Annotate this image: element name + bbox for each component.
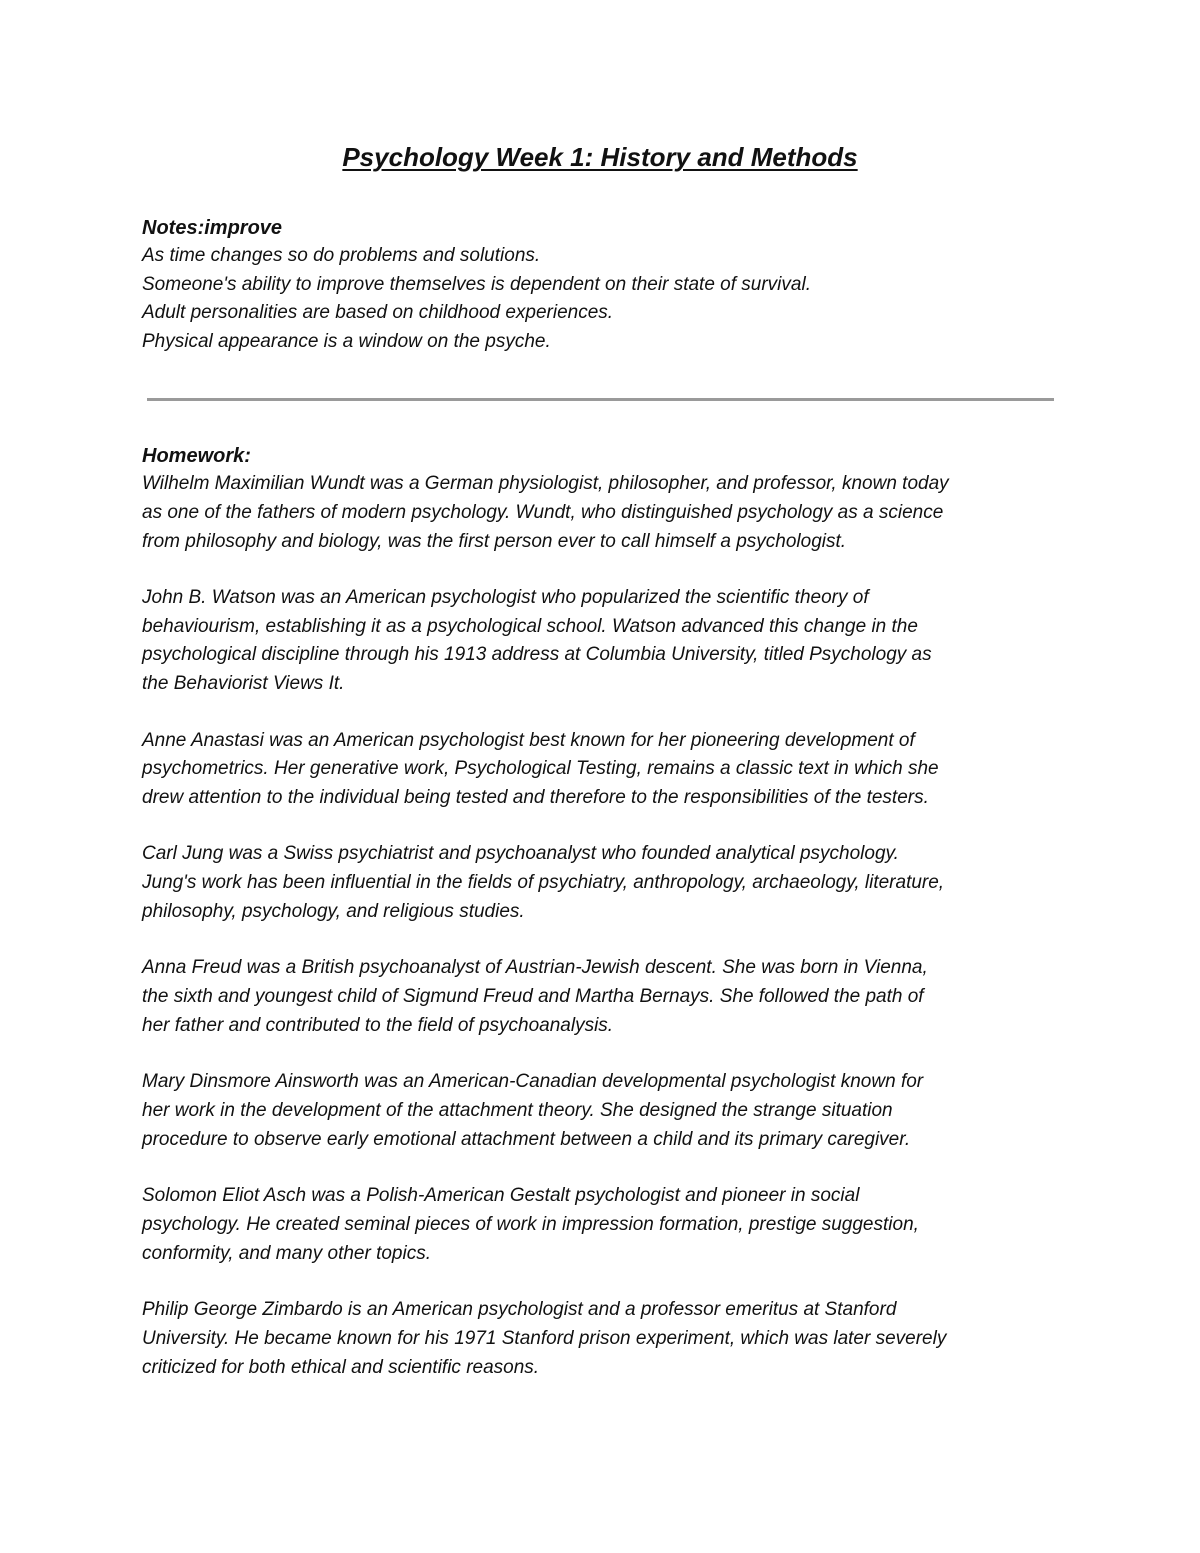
notes-label-word: improve [204,217,283,239]
paragraph-jung [142,840,1072,926]
notes-label [142,214,1072,242]
paragraph-line: psychometrics. Her generative work, Psychological Testing, remains a classic text in which she [142,758,939,780]
paragraph-anna-freud [142,954,1072,1040]
paragraph-line: psychological discipline through his 1913 address at Columbia University, titled Psychology as [142,644,932,666]
notes-line: Someone's ability to improve themselves is dependent on their state of survival. [142,273,811,295]
paragraph-line: Jung's work has been influential in the fields of psychiatry, anthropology, archaeology, literature, [142,872,945,894]
notes-section [142,214,1072,356]
paragraph-line: her work in the development of the attachment theory. She designed the strange situation [142,1100,893,1122]
paragraph-line: Philip George Zimbardo is an American psychologist and a professor emeritus at Stanford [142,1299,897,1321]
paragraph-asch [142,1182,1072,1268]
paragraph-line: Wilhelm Maximilian Wundt was a German physiologist, philosopher, and professor, known today [142,473,949,494]
notes-line: Adult personalities are based on childhood experiences. [142,302,614,323]
paragraph-ainsworth [142,1068,1072,1154]
paragraph-line: conformity, and many other topics. [142,1242,431,1264]
paragraph-line: Anna Freud was a British psychoanalyst of Austrian-Jewish descent. She was born in Vienna, [142,957,928,979]
paragraph-line: as one of the fathers of modern psychology. Wundt, who distinguished psychology as a science [142,501,944,523]
paragraph-anastasi [142,727,1072,813]
notes-line: Physical appearance is a window on the psyche. [142,330,551,352]
paragraph-line: philosophy, psychology, and religious studies. [142,901,525,923]
page-title: Psychology Week 1: History and Methods [342,142,858,172]
homework-section [142,442,1072,1410]
paragraph-line: the Behaviorist Views It. [142,673,345,695]
section-divider [147,398,1054,401]
paragraph-line: procedure to observe early emotional attachment between a child and its primary caregiver. [142,1128,911,1150]
paragraph-line: psychology. He created seminal pieces of work in impression formation, prestige suggestion, [142,1213,919,1235]
paragraph-line: the sixth and youngest child of Sigmund Freud and Martha Bernays. She followed the path of [142,986,924,1008]
paragraph-wundt [142,470,1072,556]
paragraph-line: John B. Watson was an American psychologist who popularized the scientific theory of [142,586,869,608]
paragraph-zimbardo [142,1296,1072,1382]
paragraph-line: Carl Jung was a Swiss psychiatrist and psychoanalyst who founded analytical psychology. [142,843,899,865]
paragraph-line: from philosophy and biology, was the first person ever to call himself a psychologist. [142,530,847,552]
paragraph-line: her father and contributed to the field of psychoanalysis. [142,1014,614,1036]
homework-label: Homework: [142,445,251,467]
paragraph-line: criticized for both ethical and scientific reasons. [142,1356,540,1378]
notes-label-text: Notes: [142,217,205,239]
paragraph-line: Solomon Eliot Asch was a Polish-American Gestalt psychologist and pioneer in social [142,1185,860,1207]
paragraph-line: behaviourism, establishing it as a psychological school. Watson advanced this change in the [142,615,918,637]
paragraph-line: Mary Dinsmore Ainsworth was an American-Canadian developmental psychologist known for [142,1071,924,1093]
paragraph-watson [142,584,1072,699]
paragraph-line: University. He became known for his 1971 Stanford prison experiment, which was later severely [142,1327,947,1349]
notes-line: As time changes so do problems and solutions. [142,245,541,266]
paragraph-line: Anne Anastasi was an American psychologist best known for her pioneering development of [142,729,915,751]
paragraph-line: drew attention to the individual being tested and therefore to the responsibilities of the testers. [142,787,929,809]
